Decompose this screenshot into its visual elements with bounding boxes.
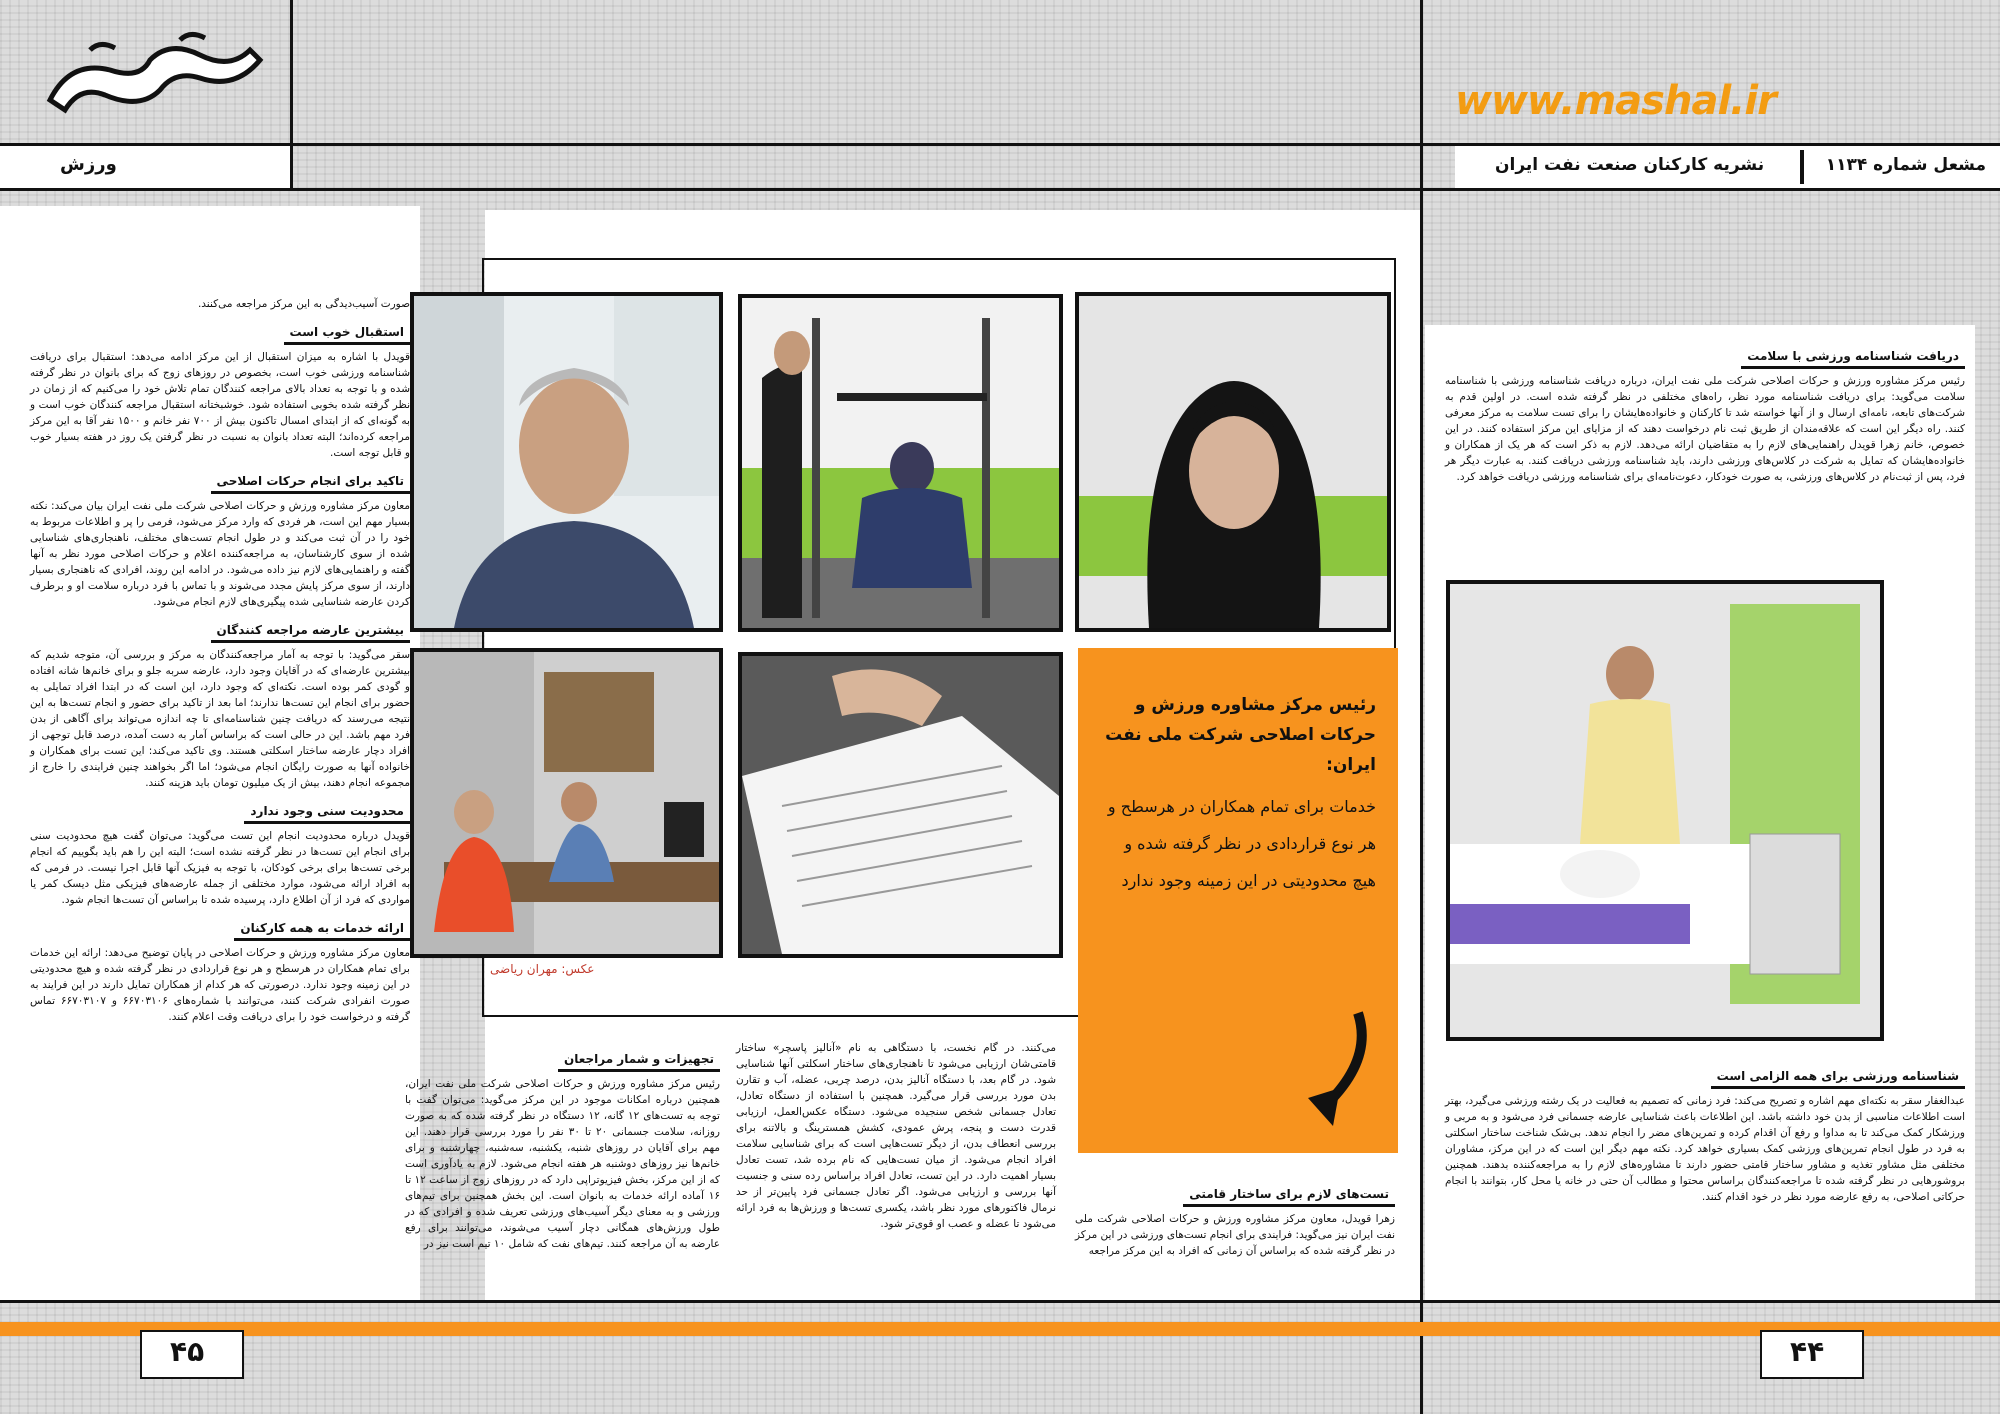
quote-box <box>1078 648 1398 1153</box>
quote-lead: رئیس مرکز مشاوره ورزش و حرکات اصلاحی شرکت ملی نفت ایران: <box>1105 695 1376 775</box>
left-logo <box>30 20 270 130</box>
arrow-icon <box>1288 1008 1378 1138</box>
tests-box <box>1075 1180 1395 1265</box>
site-url: www.mashal.ir <box>1455 78 1776 124</box>
right-bottom-title: شناسنامه ورزشی برای همه الزامی است <box>1711 1066 1965 1089</box>
photo-man-portrait <box>410 292 723 632</box>
section-text: معاون مرکز مشاوره ورزش و حرکات اصلاحی در پایان توضیح می‌دهد: ارائه این خدمات برای تمام همکاران در هرسطح و هر نوع قراردادی در نظر گرفته شده و هیچ محدودیتی در این زمینه وجود ندارد. درصورتی که هر کدام از همکاران تمایل دارند در این فرایند به صورت انفرادی شرکت کنند، می‌توانند با شماره‌های ۶۶۷۰۳۱۰۶ و ۶۶۷۰۳۱۰۷ تماس گرفته و درخواست خود را برای دریافت وقت اعلام کنند. <box>30 947 411 1023</box>
publication-box <box>1455 146 2000 188</box>
mid-column-a <box>736 1040 1056 1238</box>
photo-assessment-form <box>738 652 1063 958</box>
photo-physiotherapy <box>1446 580 1884 1041</box>
header-divider-left <box>290 0 293 190</box>
issue-number: مشعل شماره ۱۱۳۴ <box>1825 155 1986 175</box>
header-rule-right-bottom <box>1420 188 2000 191</box>
section-title: ارائه خدمات به همه کارکنان <box>234 918 410 941</box>
right-bottom-text: عبدالغفار سقر به نکته‌ای مهم اشاره و تصریح می‌کند: فرد زمانی که تصمیم به فعالیت در یک رشته ورزشی می‌گیرد، بهتر است اطلاعات مناسبی از بدن خود داشته باشد. این اطلاعات باعث شناسایی عارضه جسمانی فرد می‌شود و به مربی و ورزشکار کمک می‌کند تا به مداوا و رفع آن اقدام کرده و تمرین‌های مضر را انجام ندهد. بی‌شک شناخت ساختار اسکلتی به فرد در طول انجام تمرین‌های ورزشی کمک بسیاری خواهد کرد. نکته مهم دیگر این است که در این مرکز، مشاوران مختلفی مثل مشاور تغذیه و مشاور ساختار قامتی حضور دارند تا مشاوره‌های لازم را به مراجعه‌کننده بدهند. همچنین بروشورهایی در نظر گرفته شده تا مراجعه‌کنندگان براساس محتوا و مطالب آن حتی در خانه یا محل کار، بتوانند با انجام حرکاتی اصلاحی، به رفع عارضه مورد نظر در خود اقدام کنند. <box>1445 1095 1965 1203</box>
section-text: معاون مرکز مشاوره ورزش و حرکات اصلاحی شرکت ملی نفت ایران بیان می‌کند: نکته بسیار مهم این است، هر فردی که وارد مرکز می‌شود، فرمی را پر و اطلاعات مربوط به خود را در آن ثبت می‌کند و در طول انجام تست‌های مختلف، ناهنجاری‌های شناسایی شده از سوی کارشناسان، به مراجعه‌کننده اعلام و حرکات اصلاحی مورد نظر به آنها گفته و راهنمایی‌های لازم نیز داده می‌شود. در ادامه این روند، افرادی که ناهنجاری بسیار دارند، از سوی مرکز پایش مجدد می‌شوند و با تماس با فرد درباره سلامت او و برطرف کردن عارضه شناسایی شده پیگیری‌های لازم انجام می‌شود. <box>30 500 410 608</box>
section-text: قویدل با اشاره به میزان استقبال از این مرکز ادامه می‌دهد: استقبال برای دریافت شناسنامه ورزشی خوب است، بخصوص در روزهای زوج که برای بانوان در نظر گرفته شده و با توجه به تعداد بالای مراجعه کنندگان تمام تلاش خود را می‌کنیم که از زمان در نظر گرفته شده بخوبی استفاده شود. خوشبختانه استقبال مراجعه کنندگان خوب است و به گونه‌ای که از ابتدای امسال تاکنون بیش از ۷۰۰ نفر خانم و ۱۵۰۰ نفر آقا به این مرکز مراجعه کرده‌اند؛ البته تعداد بانوان به نسبت در نظر گرفتن یک روز در هفته بسیار خوب و قابل توجه است. <box>30 351 410 459</box>
tests-text: زهرا قویدل، معاون مرکز مشاوره ورزش و حرکات اصلاحی شرکت ملی نفت ایران نیز می‌گوید: فرایندی برای انجام تست‌های ورزشی در این مرکز در نظر گرفته شده که براساس آن زمانی که افراد به این مرکز مراجعه <box>1075 1213 1395 1257</box>
tests-title: تست‌های لازم برای ساختار قامتی <box>1183 1184 1395 1207</box>
section-label: ورزش <box>60 154 117 175</box>
left-intro: صورت آسیب‌دیدگی به این مرکز مراجعه می‌کنند. <box>197 298 410 310</box>
footer-rule <box>0 1300 2000 1303</box>
page-number-box-right <box>1760 1330 1864 1379</box>
spine-line <box>1420 0 1423 1414</box>
photo-woman-portrait <box>1075 292 1391 632</box>
mid-column-b <box>405 1045 720 1258</box>
page-number-left: ۴۵ <box>170 1335 205 1368</box>
section-title: محدودیت سنی وجود ندارد <box>244 801 410 824</box>
footer-orange-band <box>0 1322 2000 1336</box>
mid-a-text: می‌کنند. در گام نخست، با دستگاهی به نام «آنالیز پاسچر» ساختار قامتی‌شان ارزیابی می‌شود تا ناهنجاری‌های ساختار اسکلتی آنها شناسایی شود. در گام بعد، با دستگاه آنالیز بدن، درصد چربی، عضله، آب و تقارن بدن مورد بررسی قرار می‌گیرد. همچنین با استفاده از دستگاه تعادل، تعادل جسمانی شخص سنجیده می‌شود. دستگاه عکس‌العمل، ارزیابی قدرت دست و پنجه، پرش عمودی، کشش همسترینگ و بالاتنه برای بررسی انعطاف بدن، از دیگر تست‌هایی است که برای شناسایی سلامت افراد انجام می‌شود. از میان تست‌هایی که نام برده شد، تست تعادل بسیار اهمیت دارد. در این تست، تعادل افراد براساس رده سنی و جنسیت آنها بررسی و ارزیابی می‌شود. اگر تعادل جسمانی فرد پایین‌تر از حد نرمال فاکتورهای مورد نظر باشد، یکسری تست‌ها و ورزش‌ها به فرد ارائه می‌شود تا عضله و عصب او قوی‌تر شود. <box>736 1042 1056 1230</box>
photo-caption: عکس: مهران ریاضی <box>490 962 595 976</box>
right-column-top <box>1445 342 1965 491</box>
photo-consultation-office <box>410 648 723 958</box>
right-column-bottom <box>1445 1062 1965 1211</box>
mid-b-title: تجهیزات و شمار مراجعان <box>558 1049 720 1072</box>
section-title: بیشترین عارضه مراجعه کنندگان <box>211 620 410 643</box>
section-title: تاکید برای انجام حرکات اصلاحی <box>211 471 410 494</box>
section-text: سقر می‌گوید: با توجه به آمار مراجعه‌کنندگان به مرکز و بررسی آن، متوجه شدیم که بیشترین عارضه‌ای که در آقایان وجود دارد، عارضه سربه جلو و برای خانم‌ها شانه افتاده و گودی کمر بوده است. نکته‌ای که وجود دارد، این است که در ابتدا افراد تمایلی به حضور برای انجام این تست‌ها ندارند؛ اما بعد از تاکید برای حضور و انجام تست‌ها به این نتیجه می‌رسند که دریافت چنین شناسنامه‌ای تا چه اندازه می‌تواند برای آگاهی از بدن فرد مهم باشد. این در حالی است که براساس آمار به دست آمده، درصد قابل توجهی از افراد دچار عارضه ساختار اسکلتی هستند. وی تاکید می‌کند: این تست برای همکاران و خانواده آنها به صورت رایگان انجام می‌شود؛ اما اگر بخواهند چنین فرایندی را خارج از مجموعه انجام دهند، بیش از یک میلیون تومان باید هزینه کنند. <box>30 649 410 789</box>
section-title: استقبال خوب است <box>284 322 410 345</box>
header-rule-left-bottom <box>0 188 1425 191</box>
photo-gym-press <box>738 294 1063 632</box>
section-label-box <box>0 146 290 188</box>
left-column <box>30 296 410 1031</box>
section-text: قویدل درباره محدودیت انجام این تست می‌گوید: می‌توان گفت هیچ محدودیت سنی برای انجام این تست‌ها در نظر گرفته نشده است؛ البته این را هم باید بگوییم که انجام برخی تست‌ها برای برخی کودکان، با توجه به فیزیک آنها قابل اجرا نیست. در فرمی که به افراد ارائه می‌شود، موارد مختلفی از جمله عارضه‌های فیزیکی مثل دیسک کمر یا مواردی که فرد از آن اطلاع دارد، پرسیده شده تا براساس آن تست‌ها انجام شود. <box>30 830 410 906</box>
mashal-logo-icon <box>30 20 270 130</box>
page-number-box-left <box>140 1330 244 1379</box>
right-top-text: رئیس مرکز مشاوره ورزش و حرکات اصلاحی شرکت ملی نفت ایران، درباره دریافت شناسنامه ورزشی با شناسنامه سلامت می‌گوید: برای دریافت شناسنامه مورد نظر، راه‌های مختلفی در نظر گرفته شده است. در اولین قدم به شرکت‌های تابعه، نامه‌ای ارسال و از آنها خواسته شد تا کارکنان و خانواده‌هایشان را برای تست سلامت به مرکز معرفی کنند. راه دیگر این است که علاقه‌مندان از طریق ثبت نام درخواست دهند که از مزایای این مرکز استفاده کنند. در این خصوص، خانم زهرا قویدل راهنمایی‌های لازم را به متقاضیان ارائه می‌دهد. لازم به ذکر است که هر یک از همکاران و خانواده‌هایشان که تمایل به شرکت در کلاس‌های ورزشی دارند، باید شناسنامه ورزشی دریافت کنند. به عبارت دیگر هر فرد، پس از ثبت‌نام در کلاس‌های ورزشی، به صورت خودکار، دعوت‌نامه‌ای برای شناسنامه ورزشی دریافت خواهد کرد. <box>1445 375 1965 483</box>
quote-body: خدمات برای تمام همکاران در هرسطح و هر نوع قراردادی در نظر گرفته شده و هیچ محدودیتی در این زمینه وجود ندارد <box>1107 797 1376 890</box>
mid-b-text: رئیس مرکز مشاوره ورزش و حرکات اصلاحی شرکت ملی نفت ایران، همچنین درباره امکانات موجود در این مرکز می‌گوید: می‌توان گفت با توجه به تست‌های ۱۲ گانه، ۱۲ دستگاه در نظر گرفته شده که به صورت روزانه، سلامت جسمانی ۲۰ تا ۳۰ نفر را مورد بررسی قرار دهند. این مهم برای آقایان در روزهای شنبه، یکشنبه، سه‌شنبه، چهارشنبه و برای خانم‌ها نیز روزهای دوشنبه هر هفته انجام می‌شود. لازم به یادآوری است که از این مرکز، بخش فیزیوتراپی دارد که در روزهای زوج از ساعت ۱۲ تا ۱۶ آماده ارائه خدمات به بانوان است. این بخش همچنین برای تیم‌های ورزشی و به معنای دیگر آسیب‌های ورزشی تعریف شده و افرادی که در طول ورزش‌های همگانی دچار آسیب می‌شوند، می‌توانند برای رفع عارضه به آن مراجعه کنند. تیم‌های نفت که شامل ۱۰ تیم است نیز در <box>405 1078 721 1250</box>
right-top-title: دریافت شناسنامه ورزشی با سلامت <box>1741 346 1965 369</box>
publication-name: نشریه کارکنان صنعت نفت ایران <box>1495 155 1765 175</box>
page-number-right: ۴۴ <box>1790 1335 1825 1368</box>
publication-divider <box>1800 150 1804 184</box>
